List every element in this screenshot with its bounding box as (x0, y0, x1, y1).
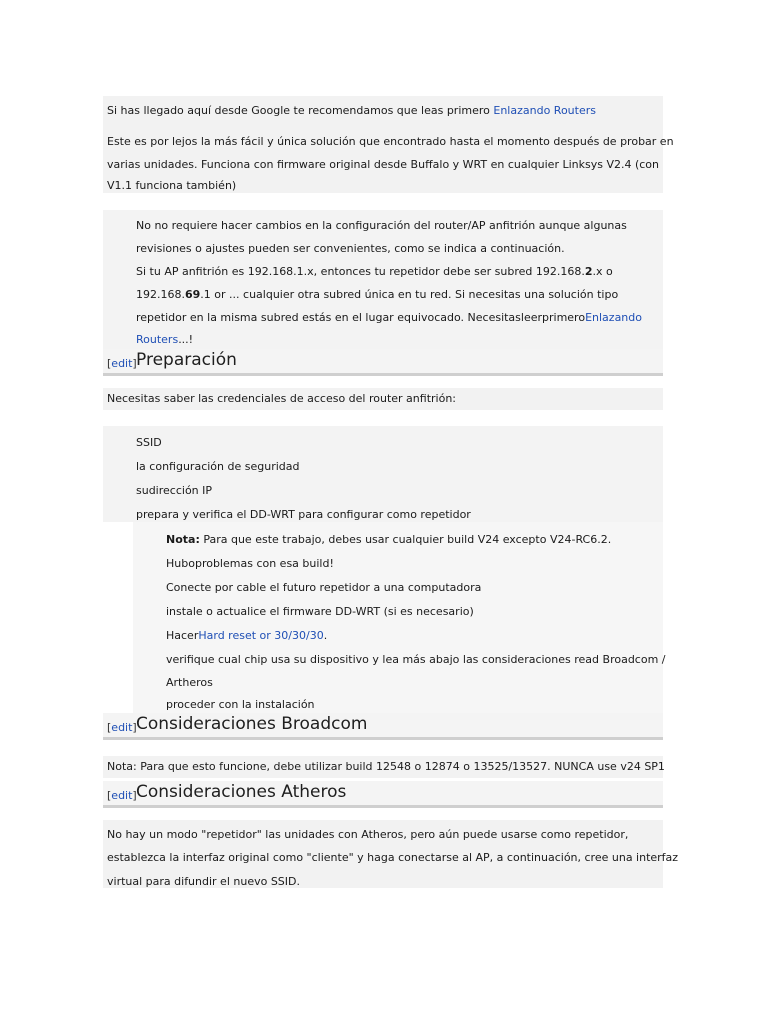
intro-line (103, 99, 596, 122)
enlazando-link[interactable]: Enlazando (585, 311, 642, 324)
atheros-line-3: virtual para difundir el nuevo SSID. (107, 875, 301, 888)
atheros-paragraph (103, 820, 679, 888)
prep-list (103, 426, 663, 522)
broadcom-text: Nota: Para que esto funcione, debe utilizar build 12548 o 12874 o 13525/13527. NUNCA use v24 SP1 (107, 760, 665, 773)
edit-link-wrapper: [edit] (107, 789, 137, 802)
list-item-ip: sudirección IP (136, 484, 213, 497)
list-item-prepare: prepara y verifica el DD-WRT para configurar como repetidor (136, 508, 471, 521)
intro-paragraph-line-1: Este es por lejos la más fácil y única solución que encontrado hasta el momento después de probar en (107, 135, 674, 148)
sub-item-3: instale o actualice el firmware DD-WRT (si es necesario) (166, 605, 474, 618)
section-title-atheros: Consideraciones Atheros (136, 782, 347, 802)
intro-paragraph-line-3: V1.1 funciona también) (107, 179, 237, 192)
broadcom-note (103, 756, 663, 778)
sub-item-6: proceder con la instalación (166, 698, 315, 711)
note-build: Nota: Para que este trabajo, debes usar cualquier build V24 excepto V24-RC6.2. (166, 533, 612, 546)
sub-item-5-line-2: Artheros (166, 676, 213, 689)
edit-link-preparacion[interactable]: edit (111, 357, 133, 370)
intro-paragraph-line-2: varias unidades. Funciona con firmware original desde Buffalo y WRT en cualquier Linksys V2.4 (con (107, 158, 660, 171)
heading-atheros (103, 781, 663, 808)
edit-link-wrapper: [edit] (107, 721, 137, 734)
note-line-4: 192.168.69.1 or ... cualquier otra subred única en tu red. Si necesitas una solución tipo (136, 288, 619, 301)
enlazando-routers-link[interactable]: Enlazando Routers (493, 104, 596, 117)
routers-link[interactable]: Routers (136, 333, 179, 346)
note-line-1: No no requiere hacer cambios en la configuración del router/AP anfitrión aunque algunas (136, 219, 627, 232)
list-item-security: la configuración de seguridad (136, 460, 300, 473)
sub-item-2: Conecte por cable el futuro repetidor a una computadora (166, 581, 482, 594)
section-title-preparacion: Preparación (136, 350, 237, 370)
heading-broadcom (103, 713, 663, 740)
edit-link-broadcom[interactable]: edit (111, 721, 133, 734)
prep-intro (103, 388, 663, 410)
atheros-line-1: No hay un modo "repetidor" las unidades con Atheros, pero aún puede usarse como repetidor, (107, 828, 629, 841)
atheros-line-2: establezca la interfaz original como "cliente" y haga conectarse al AP, a continuación, cree una interfaz (107, 851, 679, 864)
intro-text: Si has llegado aquí desde Google te recomendamos que leas primero (107, 104, 494, 117)
prep-intro-text: Necesitas saber las credenciales de acceso del router anfitrión: (107, 392, 456, 405)
list-item-ssid: SSID (136, 436, 162, 449)
hard-reset-link[interactable]: Hard reset or 30/30/30 (198, 629, 324, 642)
host-router-note (103, 210, 663, 350)
prep-sublist (133, 522, 666, 714)
section-title-broadcom: Consideraciones Broadcom (136, 714, 368, 734)
sub-item-4: HacerHard reset or 30/30/30. (166, 629, 328, 642)
edit-link-atheros[interactable]: edit (111, 789, 133, 802)
sub-item-5-line-1: verifique cual chip usa su dispositivo y lea más abajo las consideraciones read Broadcom / (166, 653, 666, 666)
sub-item-1: Huboproblemas con esa build! (166, 557, 334, 570)
note-line-6: Routers...! (136, 333, 194, 346)
edit-link-wrapper: [edit] (107, 357, 137, 370)
heading-preparacion (103, 349, 663, 376)
note-line-5: repetidor en la misma subred estás en el lugar equivocado. NecesitasleerprimeroEnlazando (136, 311, 642, 324)
note-line-3: Si tu AP anfitrión es 192.168.1.x, entonces tu repetidor debe ser subred 192.168.2.x o (136, 265, 613, 278)
note-line-2: revisiones o ajustes pueden ser convenientes, como se indica a continuación. (136, 242, 565, 255)
intro-section (103, 96, 674, 193)
